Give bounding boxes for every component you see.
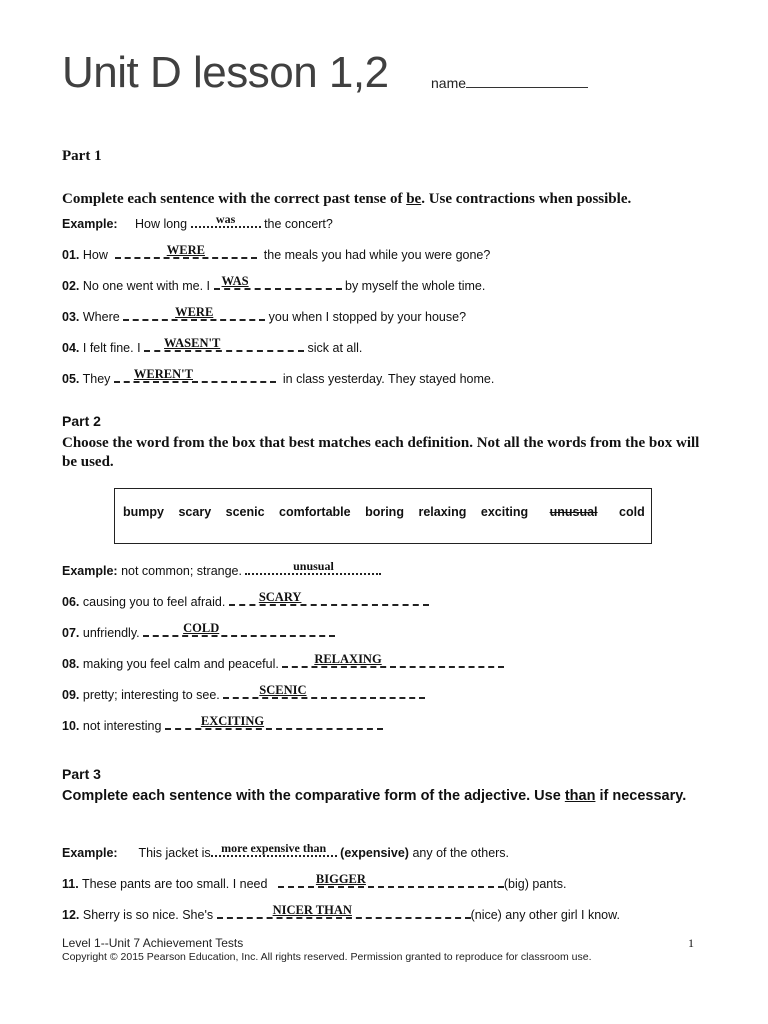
- part1-example: Example: How long was the concert?: [62, 212, 333, 231]
- name-label: name: [431, 75, 467, 91]
- part2-instruction: Choose the word from the box that best matches each definition. Not all the words from the box will be used.: [62, 435, 700, 470]
- part2-item-8: 08. making you feel calm and peaceful. RELAXING: [62, 652, 504, 672]
- part2-heading: Part 2: [62, 413, 101, 429]
- part2-example: Example: not common; strange. unusual: [62, 559, 381, 579]
- part1-heading: Part 1: [62, 148, 102, 164]
- part1-item-4: 04. I felt fine. I WASEN'T sick at all.: [62, 336, 363, 355]
- part2-item-6: 06. causing you to feel afraid. SCARY: [62, 590, 429, 610]
- part3-heading: Part 3: [62, 766, 101, 782]
- answer-blank: BIGGER: [278, 872, 504, 888]
- answer-blank: SCENIC: [223, 683, 425, 699]
- part3-item-11: 11. These pants are too small. I need BIGGER (big) pants.: [62, 872, 567, 891]
- name-field: [431, 75, 588, 91]
- word-scenic: scenic: [225, 505, 265, 519]
- part3-instruction: Complete each sentence with the comparative form of the adjective. Use than if necessary.: [62, 788, 687, 804]
- footer-level: Level 1--Unit 7 Achievement Tests: [62, 936, 244, 950]
- page-number: 1: [688, 936, 694, 950]
- answer-blank: WERE: [115, 243, 257, 259]
- name-blank-line: [466, 75, 588, 88]
- answer-blank: WERE: [123, 305, 265, 321]
- footer-copyright: Copyright © 2015 Pearson Education, Inc. All rights reserved. Permission granted to reproduce for classroom use.: [62, 951, 592, 963]
- part1-item-3: 03. Where WERE you when I stopped by your house?: [62, 305, 467, 324]
- answer-blank: RELAXING: [282, 652, 504, 668]
- answer-blank: SCARY: [229, 590, 429, 606]
- part2-item-7: 07. unfriendly. COLD: [62, 621, 335, 641]
- part3-item-12: 12. Sherry is so nice. She's NICER THAN (nice) any other girl I know.: [62, 903, 620, 922]
- answer-blank: NICER THAN: [217, 903, 471, 919]
- part1-item-5: 05. They WEREN'T in class yesterday. They stayed home.: [62, 367, 495, 386]
- word-scary: scary: [178, 505, 212, 519]
- part2-item-9: 09. pretty; interesting to see. SCENIC: [62, 683, 425, 703]
- answer-blank: WASEN'T: [144, 336, 304, 352]
- word-exciting: exciting: [480, 505, 529, 519]
- answer-blank: WAS: [214, 274, 342, 290]
- page-title: Unit D lesson 1,2: [62, 48, 389, 97]
- word-cold: cold: [619, 505, 645, 519]
- answer-blank: EXCITING: [165, 714, 383, 730]
- part1-item-2: 02. No one went with me. I WAS by myself the whole time.: [62, 274, 486, 293]
- word-unusual-struck: unusual: [549, 505, 598, 519]
- part3-example: Example: This jacket is more expensive than (expensive) any of the others.: [62, 841, 510, 860]
- word-boring: boring: [365, 505, 404, 519]
- word-list: [123, 505, 656, 519]
- part1-item-1: 01. How WERE the meals you had while you were gone?: [62, 243, 491, 262]
- part2-item-10: 10. not interesting EXCITING: [62, 714, 383, 734]
- part1-instruction: Complete each sentence with the correct past tense of be. Use contractions when possible.: [62, 191, 632, 207]
- answer-blank: COLD: [143, 621, 335, 637]
- word-comfortable: comfortable: [279, 505, 351, 519]
- word-relaxing: relaxing: [418, 505, 467, 519]
- answer-blank: WEREN'T: [114, 367, 276, 383]
- word-bumpy: bumpy: [123, 505, 164, 519]
- word-box: [114, 488, 652, 544]
